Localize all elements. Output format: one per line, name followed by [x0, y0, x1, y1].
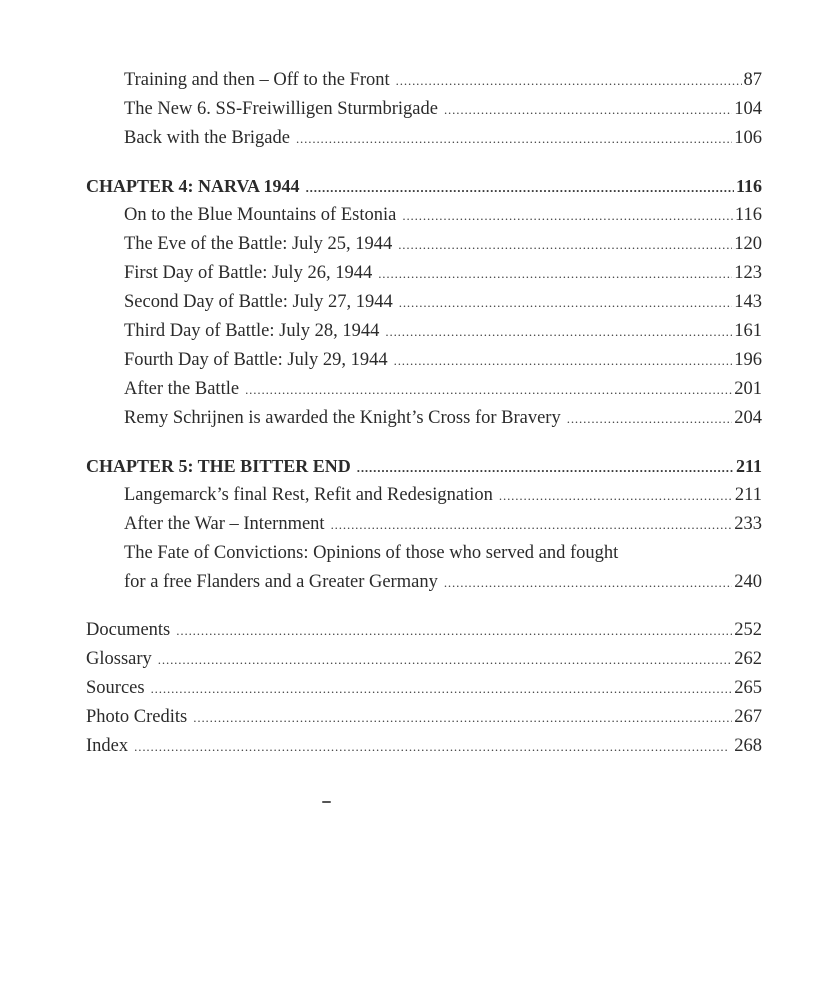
toc-entry-title: Training and then – Off to the Front [124, 70, 390, 90]
toc-entry-page: 87 [743, 70, 762, 90]
toc-entry-page: 204 [734, 408, 762, 428]
toc-entry-title: On to the Blue Mountains of Estonia [124, 205, 397, 225]
toc-entry-multiline-second[interactable] [86, 568, 762, 597]
toc-entry-title: Fourth Day of Battle: July 29, 1944 [124, 350, 388, 370]
toc-entry[interactable] [86, 404, 762, 433]
toc-entry-photo-credits[interactable] [86, 703, 762, 732]
scan-smudge [322, 801, 331, 803]
chapter-heading-narva[interactable] [86, 172, 762, 201]
toc-entry-title: The Eve of the Battle: July 25, 1944 [124, 234, 393, 254]
toc-entry[interactable] [86, 481, 762, 510]
toc-entry-title: Langemarck’s final Rest, Refit and Redesignation [124, 485, 493, 505]
toc-entry-page: 106 [734, 128, 762, 148]
dot-leader [245, 375, 732, 404]
toc-entry-page: 267 [734, 707, 762, 727]
toc-entry-title-line2: for a free Flanders and a Greater Germany [124, 572, 438, 592]
toc-entry-page: 211 [734, 485, 762, 505]
dot-leader [296, 124, 732, 153]
dot-leader [306, 173, 734, 202]
dot-leader [134, 732, 732, 761]
toc-entry-title: Index [86, 736, 129, 756]
toc-entry-page: 161 [734, 321, 762, 341]
toc-entry-page: 265 [734, 678, 762, 698]
toc-entry-documents[interactable] [86, 616, 762, 645]
dot-leader [331, 510, 733, 539]
toc-entry-page: 233 [734, 514, 762, 534]
toc-entry[interactable] [86, 201, 762, 230]
table-of-contents [86, 66, 762, 761]
dot-leader [193, 703, 732, 732]
toc-entry-page: 123 [734, 263, 762, 283]
toc-entry[interactable] [86, 259, 762, 288]
toc-entry-title: Second Day of Battle: July 27, 1944 [124, 292, 393, 312]
chapter-heading-bitter-end[interactable] [86, 452, 762, 481]
dot-leader [357, 453, 734, 482]
toc-entry-title: Remy Schrijnen is awarded the Knight’s Cross for Bravery [124, 408, 561, 428]
toc-entry-page: 120 [734, 234, 762, 254]
toc-entry-glossary[interactable] [86, 645, 762, 674]
toc-entry-page: 268 [734, 736, 762, 756]
toc-entry-title: After the Battle [124, 379, 240, 399]
dot-leader [499, 481, 733, 510]
toc-entry[interactable] [86, 66, 762, 95]
dot-leader [444, 568, 732, 597]
toc-entry[interactable] [86, 510, 762, 539]
dot-leader [378, 259, 732, 288]
toc-entry-page: 240 [734, 572, 762, 592]
toc-entry-multiline-first[interactable] [86, 539, 762, 568]
toc-entry-page: 262 [734, 649, 762, 669]
toc-entry-page: 201 [734, 379, 762, 399]
toc-entry-sources[interactable] [86, 674, 762, 703]
dot-leader [151, 674, 733, 703]
dot-leader [398, 230, 732, 259]
toc-entry[interactable] [86, 288, 762, 317]
chapter-title: CHAPTER 5: THE BITTER END [86, 456, 351, 476]
toc-entry-title: Glossary [86, 649, 152, 669]
chapter-page: 116 [735, 176, 762, 196]
dot-leader [385, 317, 732, 346]
toc-entry-index[interactable] [86, 732, 762, 761]
toc-entry-title: Photo Credits [86, 707, 188, 727]
toc-entry-page: 252 [734, 620, 762, 640]
toc-entry-page: 116 [734, 205, 762, 225]
dot-leader [567, 404, 733, 433]
toc-entry-title: The New 6. SS-Freiwilligen Sturmbrigade [124, 99, 438, 119]
toc-entry-title: Back with the Brigade [124, 128, 290, 148]
toc-entry-title: Third Day of Battle: July 28, 1944 [124, 321, 380, 341]
dot-leader [158, 645, 732, 674]
toc-entry-title: Sources [86, 678, 145, 698]
toc-entry-title: Documents [86, 620, 171, 640]
toc-entry-page: 104 [734, 99, 762, 119]
toc-entry-title: First Day of Battle: July 26, 1944 [124, 263, 373, 283]
chapter-page: 211 [735, 456, 762, 476]
toc-entry[interactable] [86, 346, 762, 375]
dot-leader [176, 616, 732, 645]
dot-leader [402, 201, 733, 230]
toc-entry[interactable] [86, 124, 762, 153]
dot-leader [399, 288, 733, 317]
toc-entry-title-line1: The Fate of Convictions: Opinions of those who served and fought [124, 543, 619, 563]
dot-leader [444, 95, 732, 124]
toc-entry-title: After the War – Internment [124, 514, 325, 534]
toc-entry[interactable] [86, 375, 762, 404]
dot-leader [396, 66, 742, 95]
toc-entry[interactable] [86, 317, 762, 346]
toc-entry-page: 196 [734, 350, 762, 370]
chapter-title: CHAPTER 4: NARVA 1944 [86, 176, 300, 196]
dot-leader [394, 346, 733, 375]
toc-entry[interactable] [86, 230, 762, 259]
toc-entry[interactable] [86, 95, 762, 124]
toc-entry-page: 143 [734, 292, 762, 312]
